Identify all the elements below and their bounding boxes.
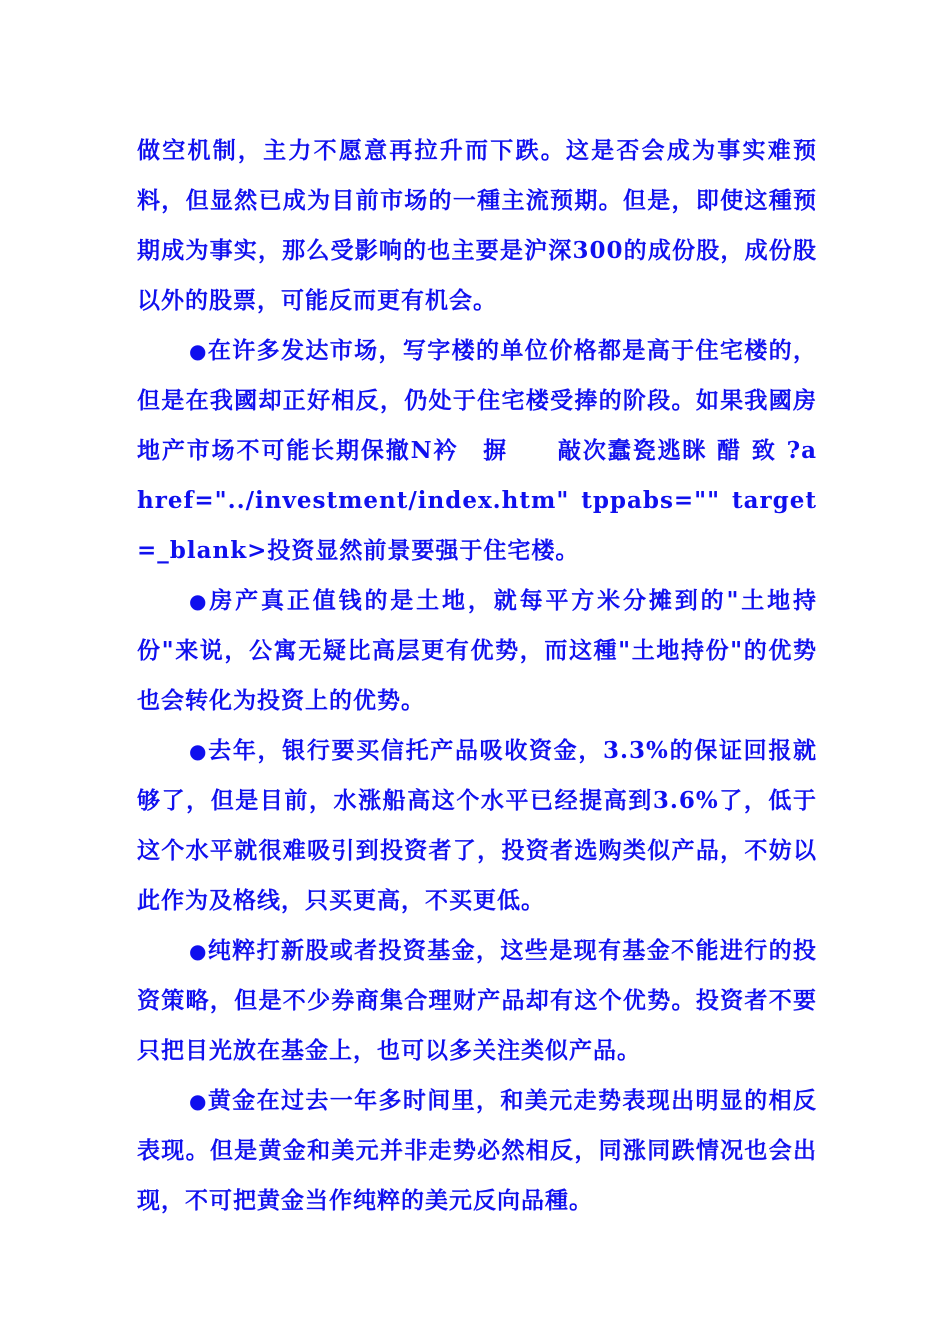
bullet-icon: ● xyxy=(189,1089,208,1113)
paragraph-text: 房产真正值钱的是土地，就每平方米分摊到的"土地持份"来说，公寓无疑比高层更有优势，而这種"土地持份"的优势也会转化为投资上的优势。 xyxy=(137,587,818,714)
bullet-icon: ● xyxy=(189,739,209,763)
paragraph-text: 黄金在过去一年多时间里，和美元走势表现出明显的相反表现。但是黄金和美元并非走势必然相反，同涨同跌情况也会出现，不可把黄金当作纯粹的美元反向品種。 xyxy=(137,1087,818,1214)
paragraph-land-share xyxy=(137,576,817,726)
bullet-icon: ● xyxy=(189,939,208,963)
paragraph-text: 纯粹打新股或者投资基金，这些是现有基金不能进行的投资策略，但是不少券商集合理财产品却有这个优势。投资者不要只把目光放在基金上，也可以多关注类似产品。 xyxy=(137,937,818,1064)
paragraph-office-buildings xyxy=(137,326,817,576)
bullet-icon: ● xyxy=(189,589,210,613)
paragraph-gold-dollar xyxy=(137,1076,817,1226)
bullet-icon: ● xyxy=(189,339,208,363)
document-body xyxy=(137,126,817,1226)
paragraph-short-mechanism xyxy=(137,126,817,326)
paragraph-text: 做空机制，主力不愿意再拉升而下跌。这是否会成为事实难预料，但显然已成为目前市场的一種主流预期。但是，即使这種预期成为事实，那么受影响的也主要是沪深300的成份股，成份股以外的股票，可能反而更有机会。 xyxy=(137,137,817,314)
paragraph-text: 去年，银行要买信托产品吸收资金，3.3%的保证回报就够了，但是目前，水涨船高这个水平已经提高到3.6%了，低于这个水平就很难吸引到投资者了，投资者选购类似产品，不妨以此作为及格线，只买更高，不买更低。 xyxy=(137,737,817,914)
paragraph-text: 在许多发达市场，写字楼的单位价格都是高于住宅楼的，但是在我國却正好相反，仍处于住宅楼受捧的阶段。如果我國房地产市场不可能长期保撤N衿 摒 敲次蠢瓷逃眯 醋 致 ?a href="../investment/index.htm" tppabs="" target=_blank>投资显然前景要强于住宅楼。 xyxy=(137,337,818,564)
paragraph-new-shares xyxy=(137,926,817,1076)
paragraph-trust-products xyxy=(137,726,817,926)
